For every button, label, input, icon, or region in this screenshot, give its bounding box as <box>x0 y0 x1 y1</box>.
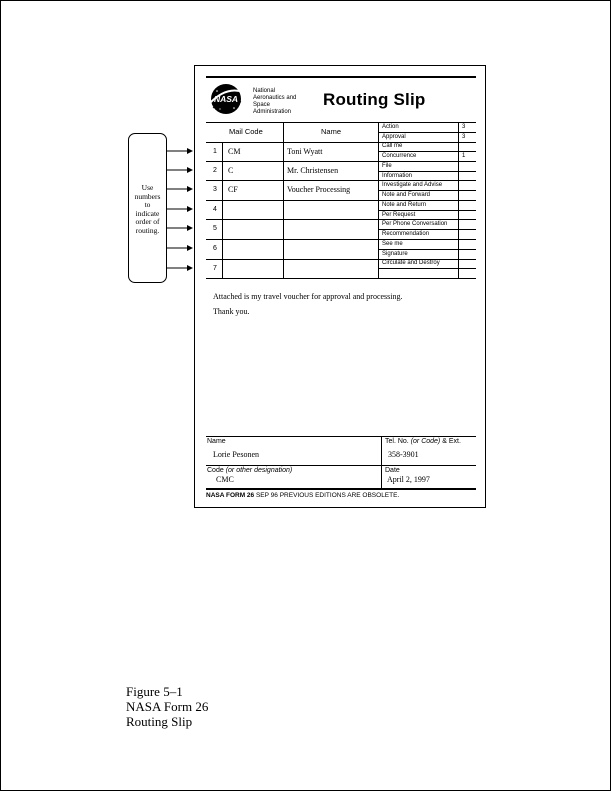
row-number: 1 <box>213 148 217 155</box>
remarks-line[interactable]: Thank you. <box>213 307 250 316</box>
table-bottom-rule <box>206 278 476 279</box>
name-header: Name <box>321 127 342 136</box>
agency-line: National <box>253 88 276 94</box>
fields-top-rule <box>206 436 476 437</box>
action-rule <box>378 239 476 240</box>
action-rule <box>378 219 476 220</box>
row-number: 3 <box>213 186 217 193</box>
caption-line: Figure 5–1 <box>126 684 183 699</box>
table-top-rule <box>206 122 476 123</box>
row-name[interactable]: Toni Wyatt <box>287 147 323 156</box>
action-mark[interactable]: 3 <box>462 134 466 140</box>
row-rule <box>206 239 378 240</box>
instruction-line: to <box>144 200 151 209</box>
agency-line: Aeronautics and <box>253 95 297 101</box>
instruction-line: indicate <box>135 208 160 218</box>
caption-line: NASA Form 26 <box>126 699 209 714</box>
action-label: Concurrence <box>382 153 417 159</box>
table-header-rule <box>206 142 378 143</box>
action-label: Information <box>382 173 413 179</box>
action-label: Per Request <box>382 212 416 218</box>
agency-line: Space <box>253 102 271 108</box>
row-number: 4 <box>213 206 217 213</box>
form-number: NASA FORM 26 <box>206 492 255 499</box>
row-name[interactable]: Voucher Processing <box>287 185 351 194</box>
code-label-text: Code <box>207 467 224 474</box>
remarks-line[interactable]: Attached is my travel voucher for approval and processing. <box>213 292 403 301</box>
row-number: 5 <box>213 225 217 232</box>
instruction-line: routing. <box>135 225 160 235</box>
action-label: Circulate and Destroy <box>382 260 440 266</box>
form-title: Routing Slip <box>323 90 426 109</box>
action-rule <box>378 151 476 152</box>
row-mail-code[interactable]: CM <box>228 147 241 156</box>
col-rule <box>283 122 284 278</box>
agency-line: Administration <box>253 109 292 115</box>
row-mail-code[interactable]: C <box>228 166 234 175</box>
form-footer <box>206 492 399 499</box>
row-number: 2 <box>213 167 217 174</box>
action-label: File <box>382 163 392 169</box>
action-rule <box>378 190 476 191</box>
fields-divider <box>381 436 382 488</box>
row-number: 6 <box>213 245 217 252</box>
action-label: Per Phone Conversation <box>382 221 448 227</box>
row-rule <box>206 259 378 260</box>
action-mark[interactable]: 3 <box>462 124 466 130</box>
caption-line: Routing Slip <box>126 714 193 729</box>
form-revision: SEP 96 PREVIOUS EDITIONS ARE OBSOLETE. <box>255 492 400 499</box>
code-label <box>207 467 292 474</box>
tel-value[interactable]: 358-3901 <box>388 450 419 459</box>
action-rule <box>378 161 476 162</box>
action-label: See me <box>382 241 403 247</box>
date-label: Date <box>385 467 400 474</box>
action-label: Note and Forward <box>382 192 431 198</box>
action-rule <box>378 200 476 201</box>
action-label: Note and Return <box>382 202 427 208</box>
tel-label-text: Tel. No. <box>385 438 409 445</box>
row-mail-code[interactable]: CF <box>228 185 238 194</box>
date-value[interactable]: April 2, 1997 <box>387 475 430 484</box>
action-rule <box>378 229 476 230</box>
figure-caption <box>126 684 208 729</box>
agency-name <box>253 88 296 116</box>
code-label-italic: (or other designation) <box>225 467 293 474</box>
action-rule <box>378 171 476 172</box>
footer-rule <box>206 488 476 490</box>
instruction-line: order of <box>135 217 160 226</box>
row-name[interactable]: Mr. Christensen <box>287 166 339 175</box>
action-label: Approval <box>382 134 406 140</box>
routing-slip-form <box>194 65 486 508</box>
mail-code-header: Mail Code <box>229 127 263 136</box>
instruction-line: numbers <box>134 191 161 201</box>
row-rule <box>206 180 378 181</box>
tel-label-ext: & Ext. <box>442 438 461 445</box>
instruction-line: Use <box>141 183 154 192</box>
action-rule <box>378 210 476 211</box>
tel-label-italic: (or Code) <box>410 438 441 445</box>
row-rule <box>206 219 378 220</box>
action-mark[interactable]: 1 <box>462 153 466 159</box>
row-rule <box>206 200 378 201</box>
action-label: Investigate and Advise <box>382 182 443 188</box>
fields-mid-rule <box>206 465 476 466</box>
code-value[interactable]: CMC <box>216 475 234 484</box>
row-rule <box>206 161 378 162</box>
action-label: Signature <box>382 251 408 257</box>
action-rule <box>378 249 476 250</box>
action-label: Recommendation <box>382 231 430 237</box>
tel-label <box>385 438 461 445</box>
action-rule <box>378 180 476 181</box>
top-rule <box>206 76 476 78</box>
row-number: 7 <box>213 265 217 272</box>
action-rule <box>378 268 476 269</box>
action-label: Action <box>382 124 399 130</box>
name-label: Name <box>207 438 226 445</box>
svg-text:NASA: NASA <box>213 94 239 104</box>
action-rule <box>378 132 476 133</box>
nasa-logo-icon <box>207 82 245 116</box>
action-label: Call me <box>382 143 403 149</box>
name-value[interactable]: Lorie Pesonen <box>213 450 259 459</box>
col-rule <box>222 142 223 278</box>
